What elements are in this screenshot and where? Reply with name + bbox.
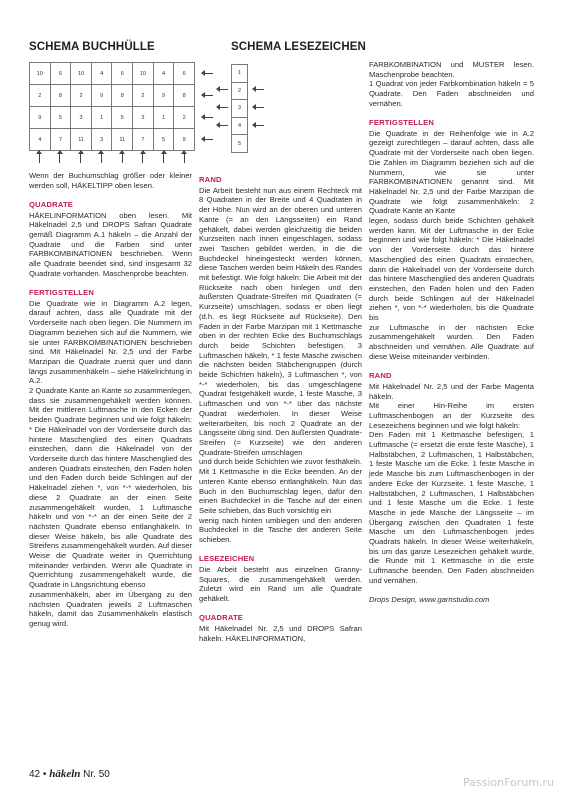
diagram-cell: 9	[174, 129, 195, 151]
rand-text-right-3: Den Faden mit 1 Kettmasche befestigen, 1 Luftmasche (= ersetzt die erste feste Masche), 1 Halbstäbchen, 2 Luftmaschen, 1 Halbstäbchen, 1 feste Masche um die Ecke. 1 feste Masche in jede Masche bis zum Luftmaschenbogen in der andere Ecke der Kurzseite. 1 feste Masche, 1 Halbstäbchen, 2 Luftmaschen, 1 Halbstäbchen und 1 feste Masche um die Ecke. 1 feste Masche in jede Masche der Längsseite – im Übergang zwischen den Quadraten 1 feste Masche um den Luftmaschenbogen jedes Quadrats häkeln. In dieser Weise weiterhäkeln, bis um das ganze Lesezeichen gehäkelt wurde, die Runde mit 1 Kettmasche in die erste Luftmasche beenden. Den Faden abschneiden und vernähen.	[369, 430, 534, 585]
diagram-cell: 4	[30, 129, 51, 151]
diagram-cell: 3	[133, 107, 154, 129]
arrow-up-icon	[56, 150, 64, 164]
top-text-2: 1 Quadrat von jeder Farbkombination häkeln = 5 Quadrate. Den Faden abschneiden und vernähen.	[369, 79, 534, 108]
issue-number: Nr. 50	[83, 769, 110, 780]
arrow-left-icon	[252, 104, 264, 110]
heading-fertigstellen-2: FERTIGSTELLEN	[369, 118, 435, 128]
arrow-left-icon	[216, 122, 228, 128]
arrow-left-icon	[252, 122, 264, 128]
diagram-cell: 1	[91, 107, 112, 129]
arrow-left-icon	[201, 136, 213, 142]
fertigstellen-text-right-2: legen, sodass durch beide Schichten gehäkelt werden kann. Mit der Luftmasche in der Ecke beginnen und wie folgt häkeln: * Die Häkelnadel von der Vorderseite durch das hintere Maschenglied des einen Quadrats einstechen, dann die Häkelnadel von der Vorderseite durch das hintere Maschenglied des anderen Quadrats einstechen, den Faden holen und den Faden durch beide Schlingen auf der Häkelnadel ziehen *, von *-* wiederholen, bis die Quadrate bis	[369, 216, 534, 323]
arrow-left-icon	[201, 114, 213, 120]
diagram-cell: 6	[174, 63, 195, 85]
diagram-cell: 9	[153, 85, 174, 107]
diagram-row	[30, 129, 195, 151]
footer-bullet: •	[42, 769, 47, 780]
diagram-cell: 7	[50, 129, 71, 151]
fertigstellen-text-3: zusammenhäkeln, aber im Übergang zu den nächsten Quadraten jeweils 2 Luftmaschen häkeln, damit das Zusammenhäkeln elastisch genug wird.	[29, 589, 192, 628]
heading-quadrate-2: QUADRATE	[199, 613, 244, 623]
diagram-cell: 2	[71, 85, 92, 107]
arrow-up-icon	[97, 150, 105, 164]
page-footer	[29, 768, 110, 780]
diagram-cell: 5	[112, 107, 133, 129]
rand-text-right: Mit Häkelnadel Nr. 2,5 und der Farbe Magenta häkeln.	[369, 381, 534, 401]
diagram-cell: 5	[232, 135, 248, 153]
diagram-cell: 4	[232, 117, 248, 135]
arrow-up-icon	[180, 150, 188, 164]
heading-schema-buchhuelle: SCHEMA BUCHHÜLLE	[29, 41, 155, 53]
diagram-cell: 2	[133, 85, 154, 107]
rand-text: Die Arbeit besteht nun aus einem Rechteck mit 8 Quadraten in der Breite und 4 Quadraten in der Höhe. Nun wird an der oberen und unteren Kante (= an den Längsseiten) ein Rand gehäkelt, dabei werden gleichzeitig die beiden Kurzseiten nach innen eingeschlagen, sodass zwei Taschen gebildet werden, in die die Buchdeckel hineingesteckt werden können, diese Taschen werden beim Häkeln des Randes mit befestigt. Wie folgt häkeln: Die Arbeit mit der Rückseite nach oben hinlegen und den äußersten Quadrate-Streifen mit Quadraten (= Kurzseite) umschlagen, sodass er oben liegt (d.h. es liegt Rückseite auf Rückseite). Den Faden in der Farbe Marzipan mit 1 Kettmasche oben in der rechten Ecke des Buchumschlags durch beide Schichten befestigen. 3 Luftmaschen häkeln, * 1 feste Masche zwischen die nächsten beiden Stäbchengruppen (durch beide Schichten häkeln), 3 Luftmaschen *, von *-* wiederholen, bis das umgeschlagene Quadrat festgehäkelt wurde, 1 feste Masche, 3 Luftmaschen und von *-* über das nächste Quadrat wiederholen. In dieser Weise weiterarbeiten, bis noch 2 Quadrate an der Längsseite übrig sind. Den äußersten Quadrate-Streifen (= Kurzseite) wie den anderen Quadrate-Streifen umschlagen	[199, 185, 362, 457]
diagram-cell: 2	[232, 82, 248, 100]
quadrate-text: HÄKELINFORMATION oben lesen. Mit Häkelnadel 2,5 und DROPS Safran Quadrate gemäß Diagramm A.1 häkeln – die Anzahl der Quadrate und die Farben sind unter FARBKOMBINATIONEN beschrieben. Wenn alle Quadrate beendet sind, sind insgesamt 32 Quadrate vorhanden. Maschenprobe beachten.	[29, 210, 192, 278]
diagram-cell: 8	[112, 85, 133, 107]
diagram-cell: 2	[30, 85, 51, 107]
diagram-cell: 10	[71, 63, 92, 85]
column-left	[29, 171, 192, 629]
arrow-up-icon	[160, 150, 168, 164]
diagram-cell: 5	[153, 129, 174, 151]
diagram-cell: 9	[30, 107, 51, 129]
diagram-cell: 3	[71, 107, 92, 129]
fertigstellen-text-right-3: zur Luftmasche in der nächsten Ecke zusammengehäkelt wurden. Den Faden abschneiden und vernähen. Alle Quadrate auf diese Weise miteinander verbinden.	[369, 322, 534, 361]
heading-rand-2: RAND	[369, 371, 392, 381]
diagram-cell: 1	[153, 107, 174, 129]
diagram-cell: 10	[133, 63, 154, 85]
arrow-left-icon	[252, 86, 264, 92]
diagram-cell: 8	[174, 85, 195, 107]
credit-text: Drops Design, www.garnstudio.com	[369, 595, 490, 605]
diagram-cell: 3	[91, 129, 112, 151]
diagram-lesezeichen	[231, 64, 248, 153]
diagram-row	[30, 63, 195, 85]
arrow-up-icon	[118, 150, 126, 164]
diagram-cell: 1	[232, 65, 248, 83]
heading-fertigstellen: FERTIGSTELLEN	[29, 288, 95, 298]
arrow-up-icon	[77, 150, 85, 164]
diagram-cell: 11	[71, 129, 92, 151]
rand-text-3: wenig nach hinten umbiegen und den anderen Buchdeckel in die Tasche der anderen Seite schieben.	[199, 515, 362, 545]
diagram-cell: 4	[153, 63, 174, 85]
diagram-cell: 7	[133, 129, 154, 151]
column-right	[369, 60, 534, 605]
diagram-row	[30, 85, 195, 107]
top-text: FARBKOMBINATION und MUSTER lesen. Maschenprobe beachten.	[369, 60, 534, 79]
arrow-up-icon	[139, 150, 147, 164]
arrow-left-icon	[201, 92, 213, 98]
diagram-cell: 2	[174, 107, 195, 129]
diagram-cell: 4	[91, 63, 112, 85]
rand-text-right-2: Mit einer Hin-Reihe im ersten Luftmaschenbogen an der Kurzseite des Lesezeichens beginnen und wie folgt häkeln:	[369, 401, 534, 430]
arrow-left-icon	[216, 104, 228, 110]
diagram-cell: 6	[112, 63, 133, 85]
heading-quadrate: QUADRATE	[29, 199, 74, 209]
diagram-cell: 9	[91, 85, 112, 107]
fertigstellen-text-1: Die Quadrate wie in Diagramm A.2 legen, darauf achten, dass alle Quadrate mit der Vorderseite nach oben liegen. Die Nummern im Diagramm beziehen sich auf die Nummern, wie sie unter FARBKOMBINATIONEN beschrieben sind. Mit Häkelnadel Nr. 2,5 und der Farbe Marzipan die Quadrate zuerst quer und dann längs zusammenhäkeln – siehe Häkelrichtung in A.2.	[29, 298, 192, 386]
heading-schema-lesezeichen: SCHEMA LESEZEICHEN	[231, 41, 366, 53]
intro-text: Wenn der Buchumschlag größer oder kleiner werden soll, HÄKELTIPP oben lesen.	[29, 171, 192, 190]
magazine-brand: häkeln	[49, 768, 81, 780]
arrow-left-icon	[201, 70, 213, 76]
diagram-cell: 3	[232, 100, 248, 118]
diagram-cell: 10	[30, 63, 51, 85]
fertigstellen-text-right: Die Quadrate in der Reihenfolge wie in A.2 gezeigt zurechtlegen – darauf achten, dass alle Quadrate mit der Vorderseite nach oben liegen. Die Zahlen im Diagramm beziehen sich auf die Nummern, wie sie unter FARBKOMBINATIONEN genannt sind. Mit Häkelnadel Nr. 2,5 und der Farbe Marzipan die Quadrate wie folgt zusammenhäkeln: 2 Quadrate Kante an Kante	[369, 128, 534, 216]
page-number: 42	[29, 769, 41, 780]
rand-text-2: und durch beide Schichten wie zuvor festhäkeln. Mit 1 Kettmasche in die Ecke beenden. An der unteren Kante ebenso entlanghäkeln. Nun das Buch in den Buchumschlag legen, dafür den einen Buchdeckel in die Tasche auf der einen Seite schieben, das Buch vorsichtig ein	[199, 457, 362, 515]
heading-lesezeichen: LESEZEICHEN	[199, 554, 255, 564]
heading-rand: RAND	[199, 175, 222, 184]
diagram-row	[30, 107, 195, 129]
lesezeichen-text: Die Arbeit besteht aus einzelnen Granny-Squares, die zusammengehäkelt werden. Zuletzt wird ein Rand um alle Quadrate gehäkelt.	[199, 564, 362, 604]
diagram-buchhuelle-arrows	[29, 150, 195, 164]
diagram-cell: 6	[50, 63, 71, 85]
diagram-cell: 5	[50, 107, 71, 129]
diagram-cell: 11	[112, 129, 133, 151]
diagram-cell: 8	[50, 85, 71, 107]
quadrate-text-2: Mit Häkelnadel Nr. 2,5 und DROPS Safran häkeln. HÄKELINFORMATION,	[199, 623, 362, 643]
column-middle	[199, 175, 362, 643]
watermark: PassionForum.ru	[463, 776, 554, 789]
fertigstellen-text-2: 2 Quadrate Kante an Kante so zusammenlegen, dass sie zusammengehäkelt werden können. Mit der mittleren Luftmasche in den Ecken der beiden Quadrate beginnen und wie folgt häkeln: * Die Häkelnadel von der Vorderseite durch das hintere Maschenglied des einen Quadrats einstechen, dann die Häkelnadel von der Vorderseite durch das hintere Maschenglied des anderen Quadrats einstechen, den Faden holen und den Faden durch beide Schlingen auf der Häkelnadel ziehen *, von *-* wiederholen, bis diese 2 Quadrate an der einen Seite zusammengehäkelt wurden, 1 Luftmasche häkeln und von *-* an der einen Seite der 2 nächsten Quadrate ebenso entlanghäkeln. In dieser Weise häkeln, bis alle Quadrate des Streifens zusammengehäkelt wurden. Auf dieser Weise die Quadrate weiter in Querrichtung miteinander verbinden. Wenn alle Quadrate in Querrichtung zusammengehäkelt wurde, die Quadrate in Längsrichtung ebenso	[29, 386, 192, 590]
arrow-up-icon	[35, 150, 43, 164]
arrow-left-icon	[216, 86, 228, 92]
diagram-buchhuelle	[29, 62, 195, 151]
